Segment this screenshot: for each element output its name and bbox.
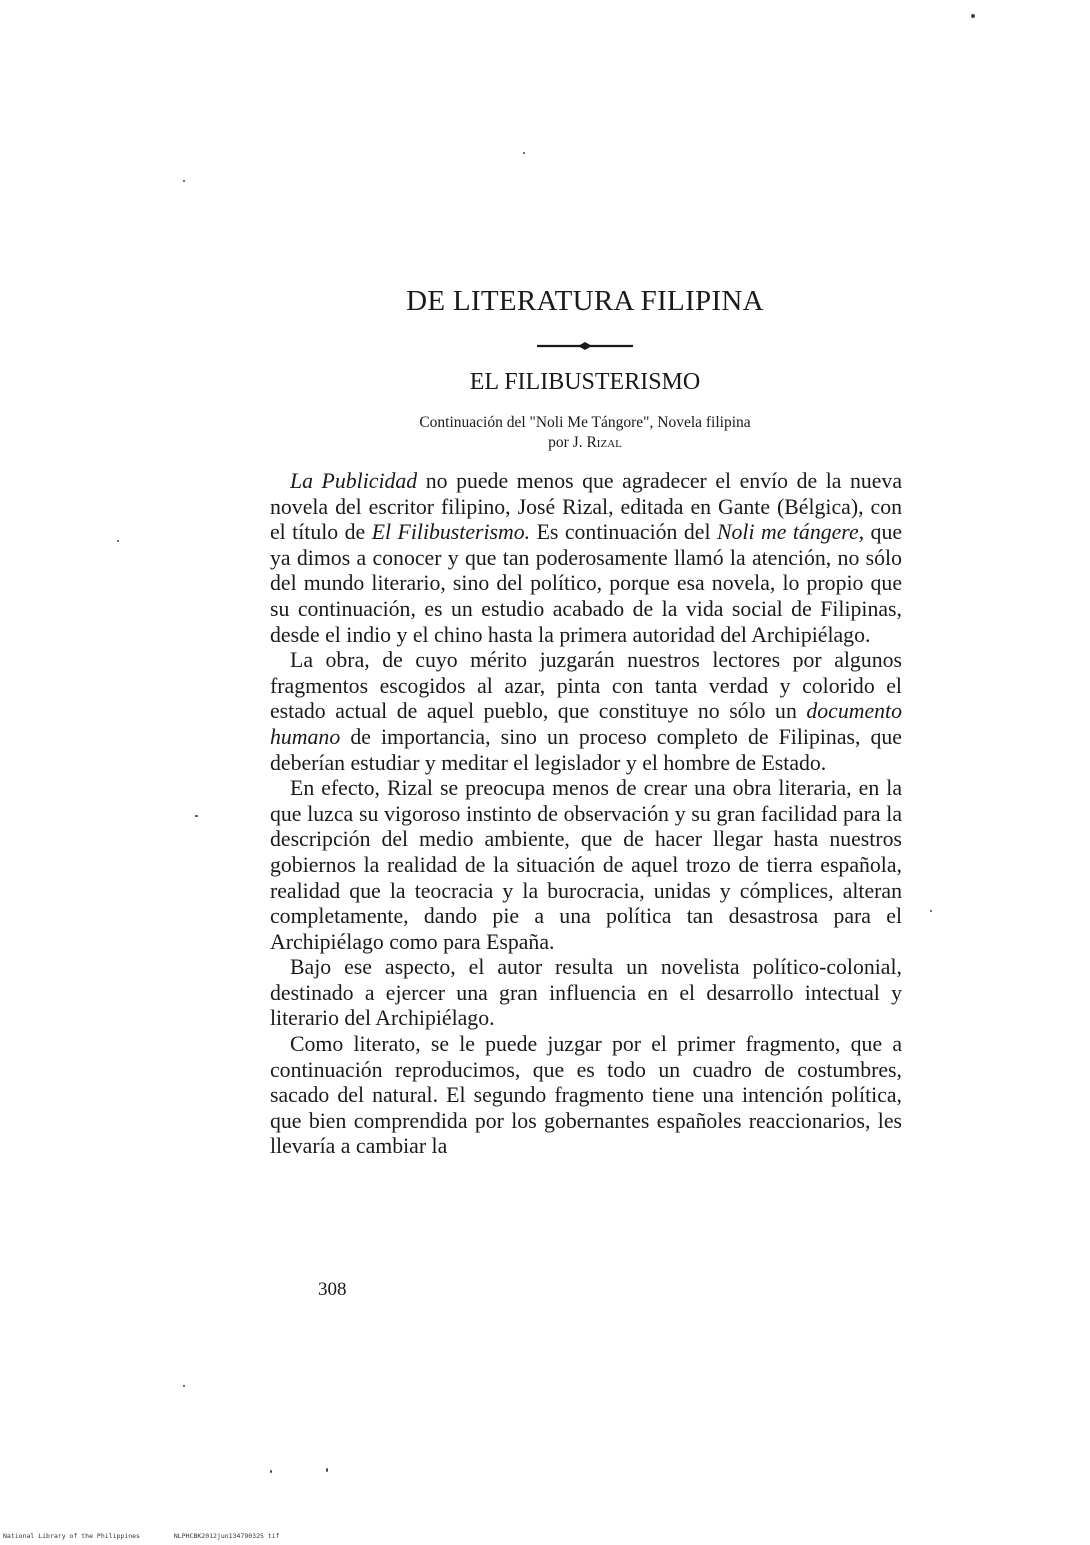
scan-footer [3, 1532, 310, 1540]
scan-speck [326, 1468, 328, 1472]
scan-speck [930, 910, 932, 912]
byline-author-line [270, 433, 900, 453]
ornament-divider [537, 341, 633, 351]
footer-file-id: NLPHCBK2012jun134790325 tif [173, 1532, 280, 1540]
footer-library: National Library of the Philippines [3, 1532, 140, 1540]
body-paragraph [270, 648, 902, 776]
text-run: Como literato, se le puede juzgar por el primer fragmento, que a continuación reproducimos, que es todo un cuadro de costumbres, sacado del natural. El segundo fragmento tiene una intención política, que bien comprendida por los gobernantes españoles reaccionarios, les llevaría a cambiar la [270, 1032, 902, 1159]
scan-speck [117, 540, 119, 542]
scan-speck [270, 1470, 272, 1473]
page-number: 308 [318, 1279, 347, 1300]
scan-speck [523, 152, 525, 154]
body-paragraph [270, 776, 902, 955]
text-run: que ya dimos a conocer y que tan poderosamente llamó la atención, no sólo del mundo literario, sino del político, porque esa novela, lo propio que su continuación, es un estudio acabado de la vida social de Filipinas, desde el indio y el chino hasta la primera autoridad del Archipiélago. [270, 520, 903, 647]
scan-speck [195, 815, 198, 817]
italic-run: El Filibusterismo. [371, 520, 531, 545]
text-run: de importancia, sino un proceso completo de Filipinas, que deberían estudiar y meditar el legislador y el hombre de Estado. [270, 724, 902, 775]
byline-author: Rizal [586, 434, 622, 451]
text-run: La obra, de cuyo mérito juzgarán nuestros lectores por algunos fragmentos escogidos al azar, pinta con tanta verdad y colorido el estado actual de aquel pueblo, que constituye no sólo un [270, 648, 902, 724]
byline-por: por J. [548, 434, 587, 451]
scan-speck [971, 14, 975, 18]
text-run: Es continuación del [530, 520, 717, 545]
italic-run: documento humano [270, 699, 902, 749]
scan-speck [183, 180, 185, 182]
byline-line: Continuación del "Noli Me Tángore", Novela filipina [419, 414, 751, 431]
body-paragraph [270, 955, 902, 1032]
body-paragraph [270, 469, 902, 648]
article-body [270, 469, 902, 1160]
article-heading: DE LITERATURA FILIPINA [406, 285, 764, 317]
text-run: En efecto, Rizal se preocupa menos de crear una obra literaria, en la que luzca su vigoroso instinto de observación y su gran facilidad para la descripción del medio ambiente, que de hacer llegar hasta nuestros gobiernos la realidad de la situación de aquel trozo de tierra española, realidad que la teocracia y la burocracia, unidas y cómplices, alteran completamente, dando pie a una política tan desastrosa para el Archipiélago como para España. [270, 776, 902, 954]
body-paragraph [270, 1032, 902, 1160]
italic-run: Noli me tángere, [716, 520, 865, 545]
text-run: Bajo ese aspecto, el autor resulta un novelista político-colonial, destinado a ejercer una gran influencia en el desarrollo intectual y literario del Archipiélago. [270, 955, 902, 1031]
text-run: no puede menos que agradecer el envío de la nueva novela del escritor filipino, José Rizal, editada en Gante (Bélgica), con el título de [270, 469, 903, 545]
scan-speck [183, 1385, 185, 1387]
article-title: EL FILIBUSTERISMO [469, 369, 701, 395]
italic-run: La Publicidad [290, 469, 418, 493]
byline [270, 413, 900, 453]
